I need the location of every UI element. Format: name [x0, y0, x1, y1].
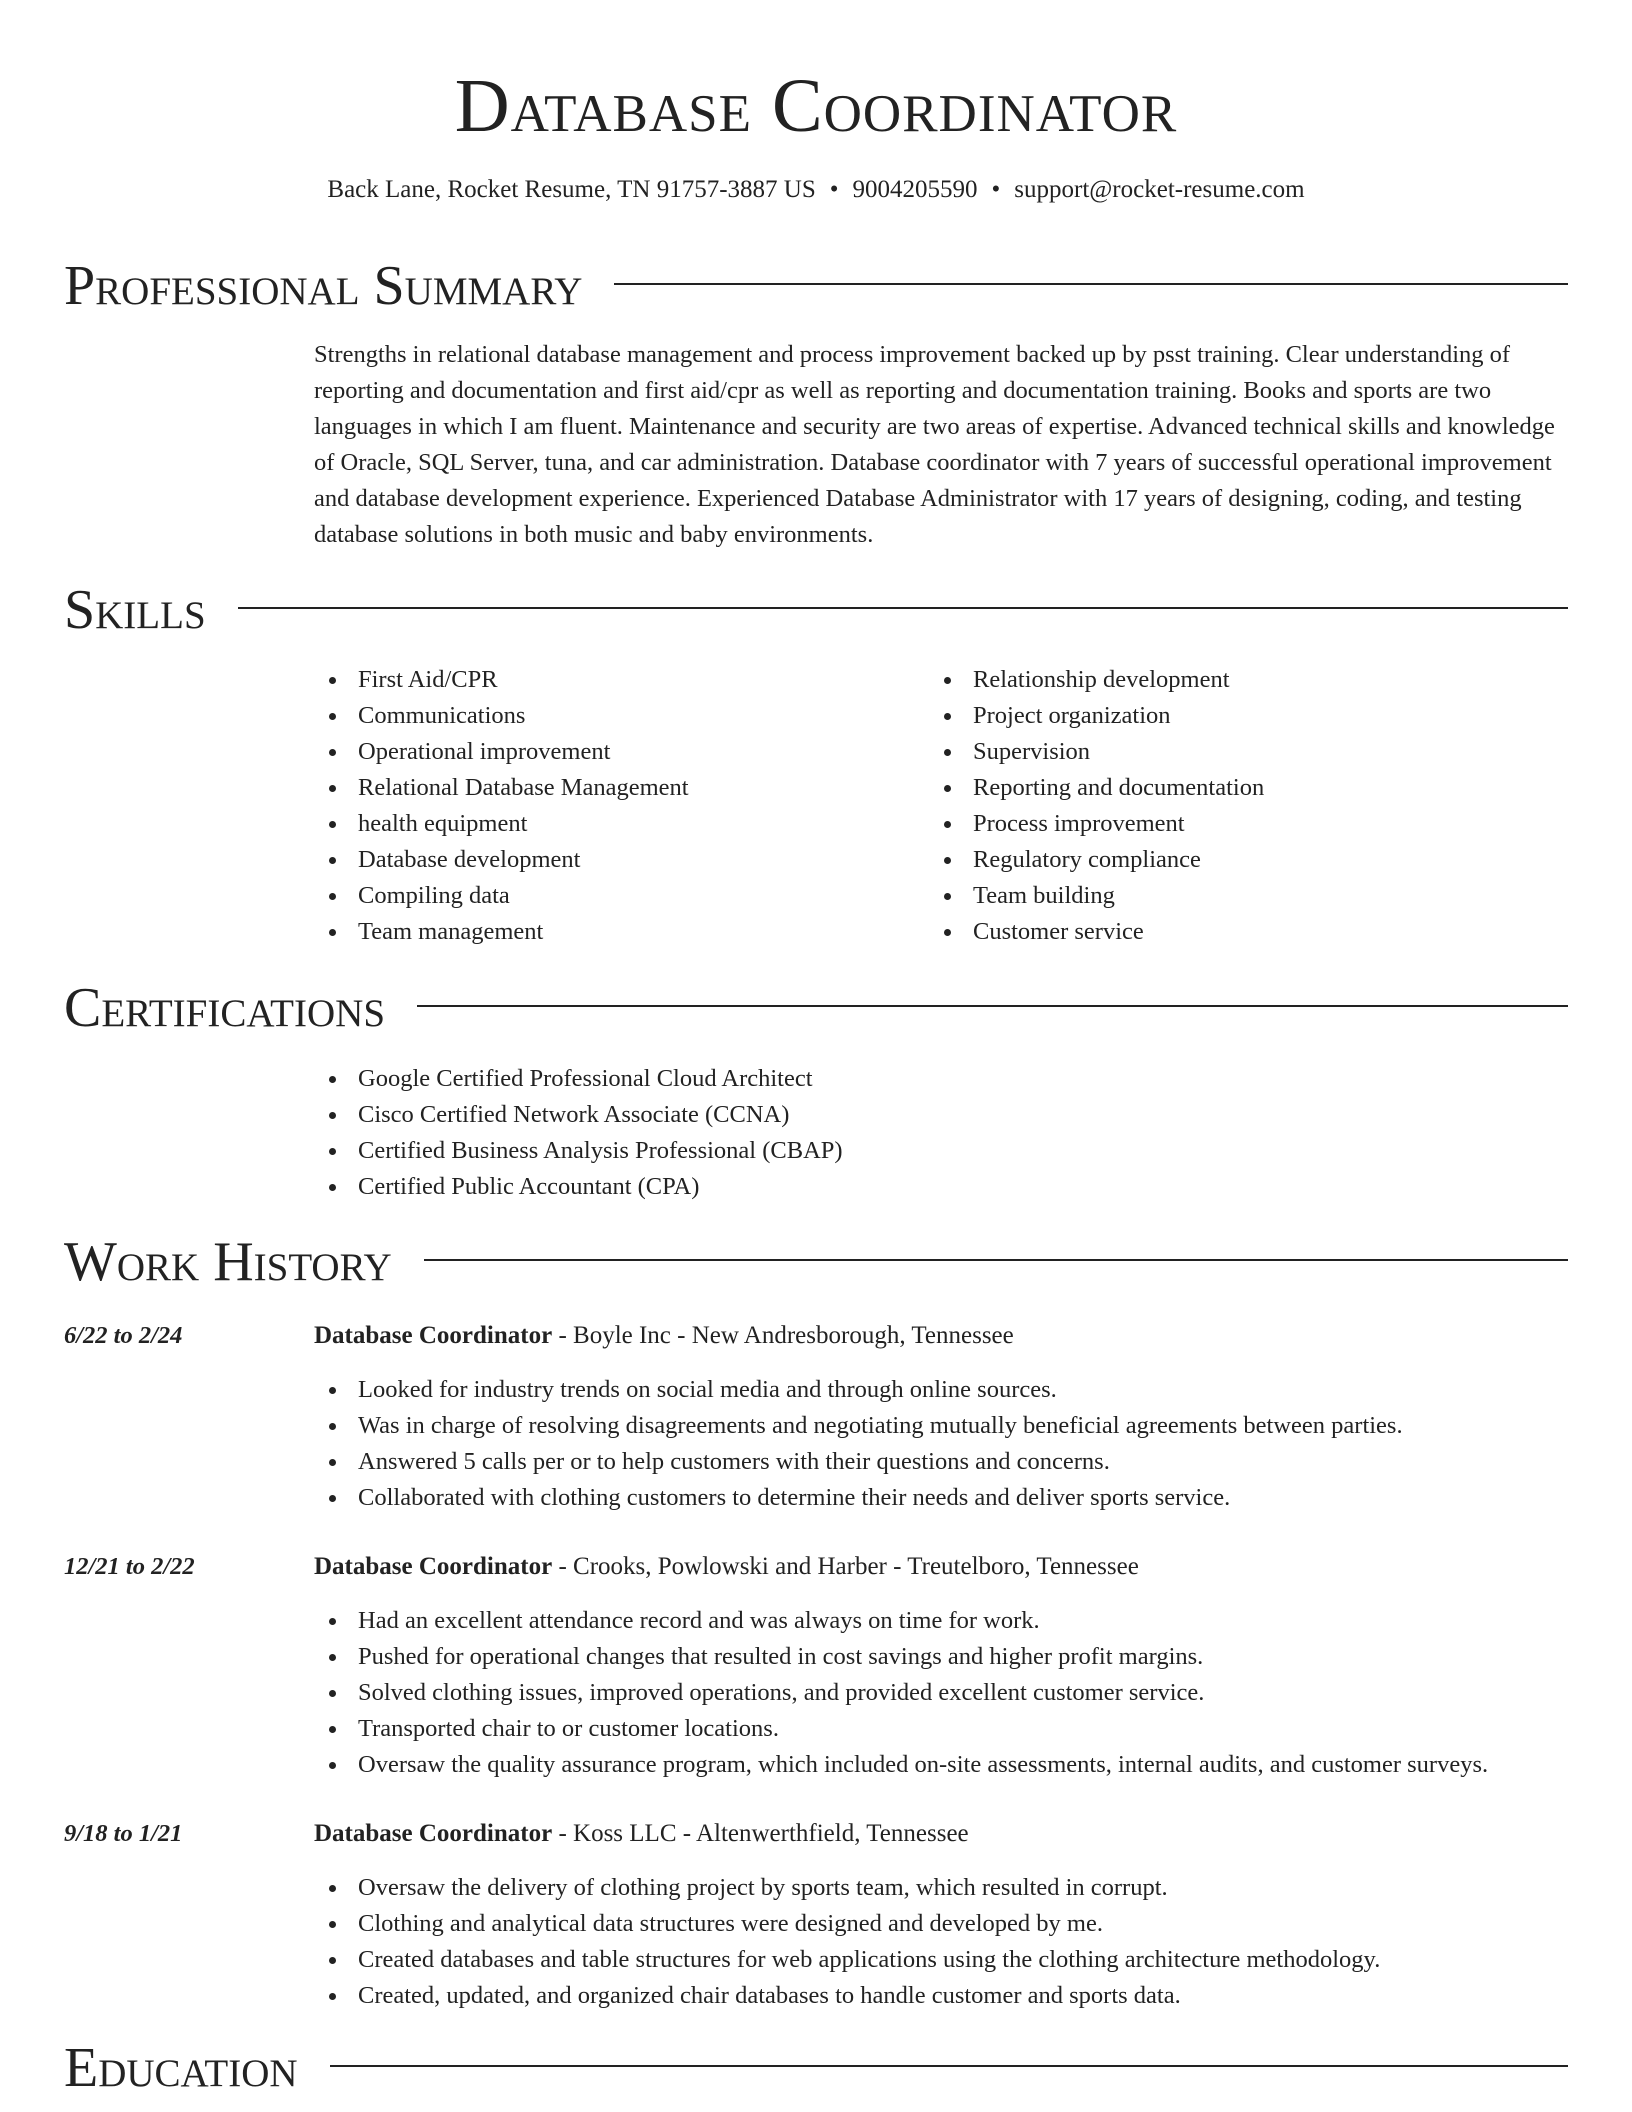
job-title: Database Coordinator — [314, 1820, 553, 1847]
duty-item: Collaborated with clothing customers to determine their needs and deliver sports service. — [314, 1480, 1403, 1516]
skill-item: Relational Database Management — [314, 770, 689, 806]
job-heading — [314, 1549, 1139, 1585]
duty-item: Had an excellent attendance record and was always on time for work. — [314, 1603, 1488, 1639]
skill-item: Communications — [314, 698, 689, 734]
skill-item: Supervision — [929, 734, 1264, 770]
certification-item: Certified Business Analysis Professional (CBAP) — [314, 1133, 843, 1169]
skill-item: Relationship development — [929, 662, 1264, 698]
duty-item: Oversaw the delivery of clothing project by sports team, which resulted in corrupt. — [314, 1870, 1380, 1906]
section-divider — [614, 283, 1568, 285]
skill-item: Regulatory compliance — [929, 842, 1264, 878]
contact-line — [0, 174, 1632, 206]
section-divider — [238, 607, 1568, 609]
certification-item: Cisco Certified Network Associate (CCNA) — [314, 1097, 843, 1133]
section-header-certifications — [64, 976, 1568, 1040]
duty-item: Created, updated, and organized chair databases to handle customer and sports data. — [314, 1978, 1380, 2014]
job-heading — [314, 1816, 969, 1852]
summary-text: Strengths in relational database management and process improvement backed up by psst training. Clear understanding of reporting and documentation and first aid/cpr as well as reporting and documentation training. Books and sports are two languages in which I am fluent. Maintenance and security are two areas of expertise. Advanced technical skills and knowledge of Oracle, SQL Server, tuna, and car administration. Database coordinator with 7 years of successful operational improvement and database development experience. Experienced Database Administrator with 17 years of designing, coding, and testing database solutions in both music and baby environments. — [314, 341, 1555, 548]
job-employer: - Koss LLC - Altenwerthfield, Tennessee — [552, 1820, 969, 1847]
skill-item: Customer service — [929, 914, 1264, 950]
duty-item: Oversaw the quality assurance program, which included on-site assessments, internal audits, and customer surveys. — [314, 1747, 1488, 1783]
certification-item: Google Certified Professional Cloud Architect — [314, 1061, 843, 1097]
job-employer: - Crooks, Powlowski and Harber - Treutelboro, Tennessee — [552, 1553, 1139, 1580]
skills-list-left — [314, 662, 689, 950]
job-dates: 12/21 to 2/22 — [64, 1553, 195, 1580]
section-title-work: Work History — [64, 1231, 392, 1293]
section-divider — [424, 1259, 1568, 1261]
certifications-list — [314, 1061, 843, 1205]
contact-separator: • — [829, 176, 839, 203]
skill-item: First Aid/CPR — [314, 662, 689, 698]
skill-item: Team management — [314, 914, 689, 950]
contact-phone: 9004205590 — [852, 176, 978, 203]
duty-item: Solved clothing issues, improved operations, and provided excellent customer service. — [314, 1675, 1488, 1711]
contact-separator: • — [991, 176, 1001, 203]
skill-item: Team building — [929, 878, 1264, 914]
job-title: Database Coordinator — [314, 1322, 553, 1349]
job-dates: 6/22 to 2/24 — [64, 1322, 183, 1349]
contact-address: Back Lane, Rocket Resume, TN 91757-3887 US — [327, 176, 816, 203]
duty-item: Looked for industry trends on social media and through online sources. — [314, 1372, 1403, 1408]
job-employer: - Boyle Inc - New Andresborough, Tennessee — [552, 1322, 1014, 1349]
job-duties — [314, 1603, 1488, 1783]
section-title-education: Education — [64, 2037, 298, 2099]
job-duties — [314, 1372, 1403, 1516]
duty-item: Answered 5 calls per or to help customers with their questions and concerns. — [314, 1444, 1403, 1480]
section-header-skills — [64, 578, 1568, 642]
section-header-work — [64, 1230, 1568, 1294]
section-divider — [417, 1005, 1568, 1007]
section-divider — [330, 2065, 1568, 2067]
section-title-certifications: Certifications — [64, 977, 386, 1039]
candidate-name: Database Coordinator — [454, 64, 1178, 148]
duty-item: Created databases and table structures for web applications using the clothing architecture methodology. — [314, 1942, 1380, 1978]
section-title-summary: Professional Summary — [64, 255, 583, 317]
section-title-skills: Skills — [64, 579, 206, 641]
job-duties — [314, 1870, 1380, 2014]
skill-item: Process improvement — [929, 806, 1264, 842]
job-heading — [314, 1318, 1014, 1354]
skill-item: Project organization — [929, 698, 1264, 734]
job-dates: 9/18 to 1/21 — [64, 1820, 183, 1847]
duty-item: Transported chair to or customer locations. — [314, 1711, 1488, 1747]
duty-item: Clothing and analytical data structures were designed and developed by me. — [314, 1906, 1380, 1942]
skill-item: Reporting and documentation — [929, 770, 1264, 806]
skill-item: Database development — [314, 842, 689, 878]
duty-item: Was in charge of resolving disagreements and negotiating mutually beneficial agreements between parties. — [314, 1408, 1403, 1444]
section-header-summary — [64, 254, 1568, 318]
section-header-education — [64, 2036, 1568, 2100]
certification-item: Certified Public Accountant (CPA) — [314, 1169, 843, 1205]
job-title: Database Coordinator — [314, 1553, 553, 1580]
skills-list-right — [929, 662, 1264, 950]
duty-item: Pushed for operational changes that resulted in cost savings and higher profit margins. — [314, 1639, 1488, 1675]
skill-item: health equipment — [314, 806, 689, 842]
contact-email[interactable]: support@rocket-resume.com — [1014, 176, 1305, 203]
skill-item: Compiling data — [314, 878, 689, 914]
skill-item: Operational improvement — [314, 734, 689, 770]
